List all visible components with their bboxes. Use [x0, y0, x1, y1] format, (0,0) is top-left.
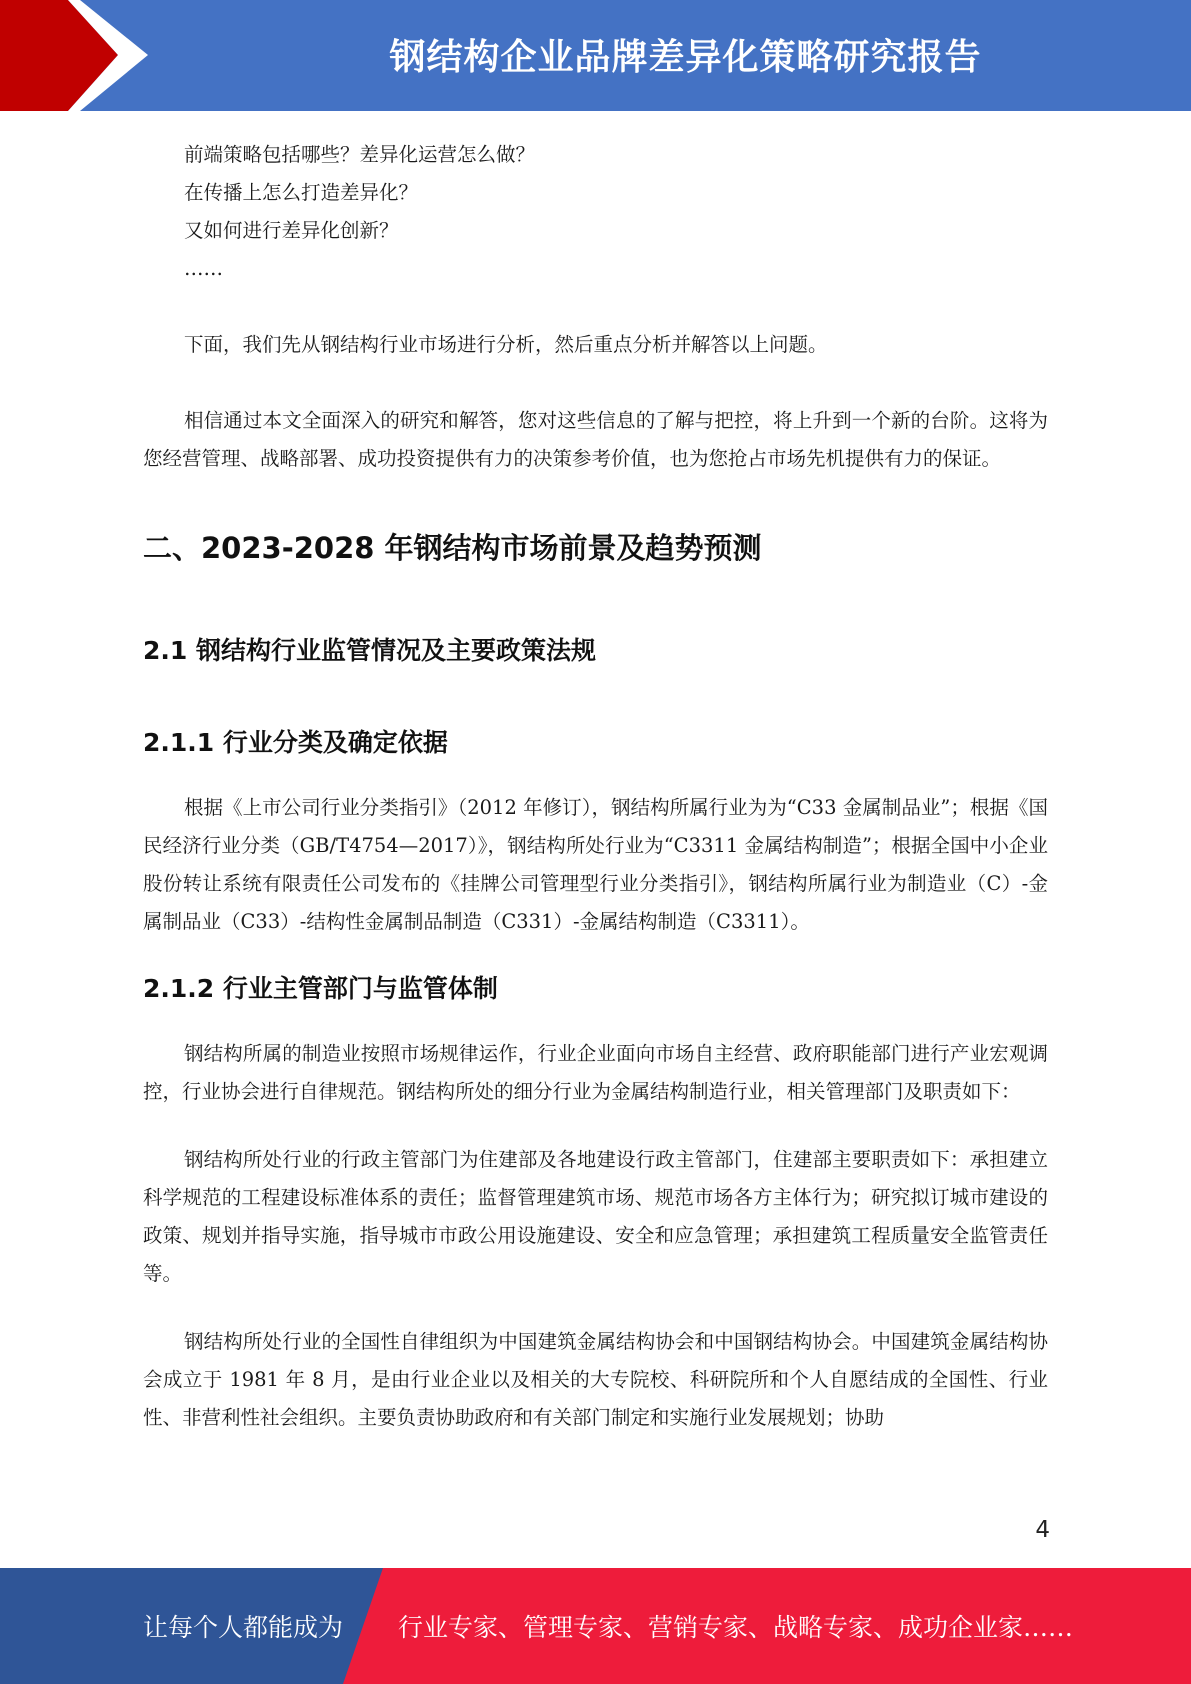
footer-slogan-left: 让每个人都能成为: [143, 1613, 344, 1642]
paragraph-intro-analysis: 下面，我们先从钢结构行业市场进行分析，然后重点分析并解答以上问题。: [184, 333, 828, 356]
page-number: 4: [1035, 1517, 1050, 1543]
page-header: [0, 0, 1191, 111]
header-title: 钢结构企业品牌差异化策略研究报告: [389, 36, 982, 78]
subsection-heading-2-1: 2.1 钢结构行业监管情况及主要政策法规: [143, 636, 596, 665]
paragraph-regulatory-system: 钢结构所属的制造业按照市场规律运作，行业企业面向市场自主经营、政府职能部门进行产业宏观调控，行业协会进行自律规范。钢结构所处的细分行业为金属结构制造行业，相关管理部门及职责如下：: [143, 1042, 1048, 1103]
intro-questions: [143, 136, 1048, 288]
footer-slogan-right: 行业专家、管理专家、营销专家、战略专家、成功企业家……: [398, 1613, 1074, 1642]
intro-question-3: 又如何进行差异化创新？: [184, 219, 399, 242]
intro-question-1: 前端策略包括哪些？差异化运营怎么做？: [184, 143, 536, 166]
paragraph-industry-classification: 根据《上市公司行业分类指引》（2012 年修订），钢结构所属行业为为“C33 金属制品业”；根据《国民经济行业分类（GB/T4754—2017）》，钢结构所处行业为“C3311 金属结构制造”；根据全国中小企业股份转让系统有限责任公司发布的《挂牌公司管理型行业分类指引》，钢结构所属行业为制造业（C）-金属制品业（C33）-结构性金属制品制造（C331）-金属结构制造（C3311）。: [143, 796, 1048, 933]
header-arrow-icon: [0, 0, 160, 111]
section-heading-2: 二、2023-2028 年钢结构市场前景及趋势预测: [143, 531, 762, 565]
intro-ellipsis: ……: [184, 257, 223, 280]
paragraph-administrative-authority: 钢结构所处行业的行政主管部门为住建部及各地建设行政主管部门，住建部主要职责如下：承担建立科学规范的工程建设标准体系的责任；监督管理建筑市场、规范市场各方主体行为；研究拟订城市建设的政策、规划并指导实施，指导城市市政公用设施建设、安全和应急管理；承担建筑工程质量安全监管责任等。: [143, 1148, 1048, 1285]
document-body: [143, 136, 1048, 1437]
paragraph-industry-association: 钢结构所处行业的全国性自律组织为中国建筑金属结构协会和中国钢结构协会。中国建筑金属结构协会成立于 1981 年 8 月，是由行业企业以及相关的大专院校、科研院所和个人自愿结成的全国性、行业性、非营利性社会组织。主要负责协助政府和有关部门制定和实施行业发展规划；协助: [143, 1330, 1048, 1429]
paragraph-value-statement: 相信通过本文全面深入的研究和解答，您对这些信息的了解与把控，将上升到一个新的台阶。这将为您经营管理、战略部署、成功投资提供有力的决策参考价值，也为您抢占市场先机提供有力的保证。: [143, 409, 1048, 470]
intro-question-2: 在传播上怎么打造差异化？: [184, 181, 419, 204]
subsection-heading-2-1-2: 2.1.2 行业主管部门与监管体制: [143, 974, 498, 1003]
subsection-heading-2-1-1: 2.1.1 行业分类及确定依据: [143, 728, 448, 757]
page-footer: [0, 1568, 1191, 1684]
